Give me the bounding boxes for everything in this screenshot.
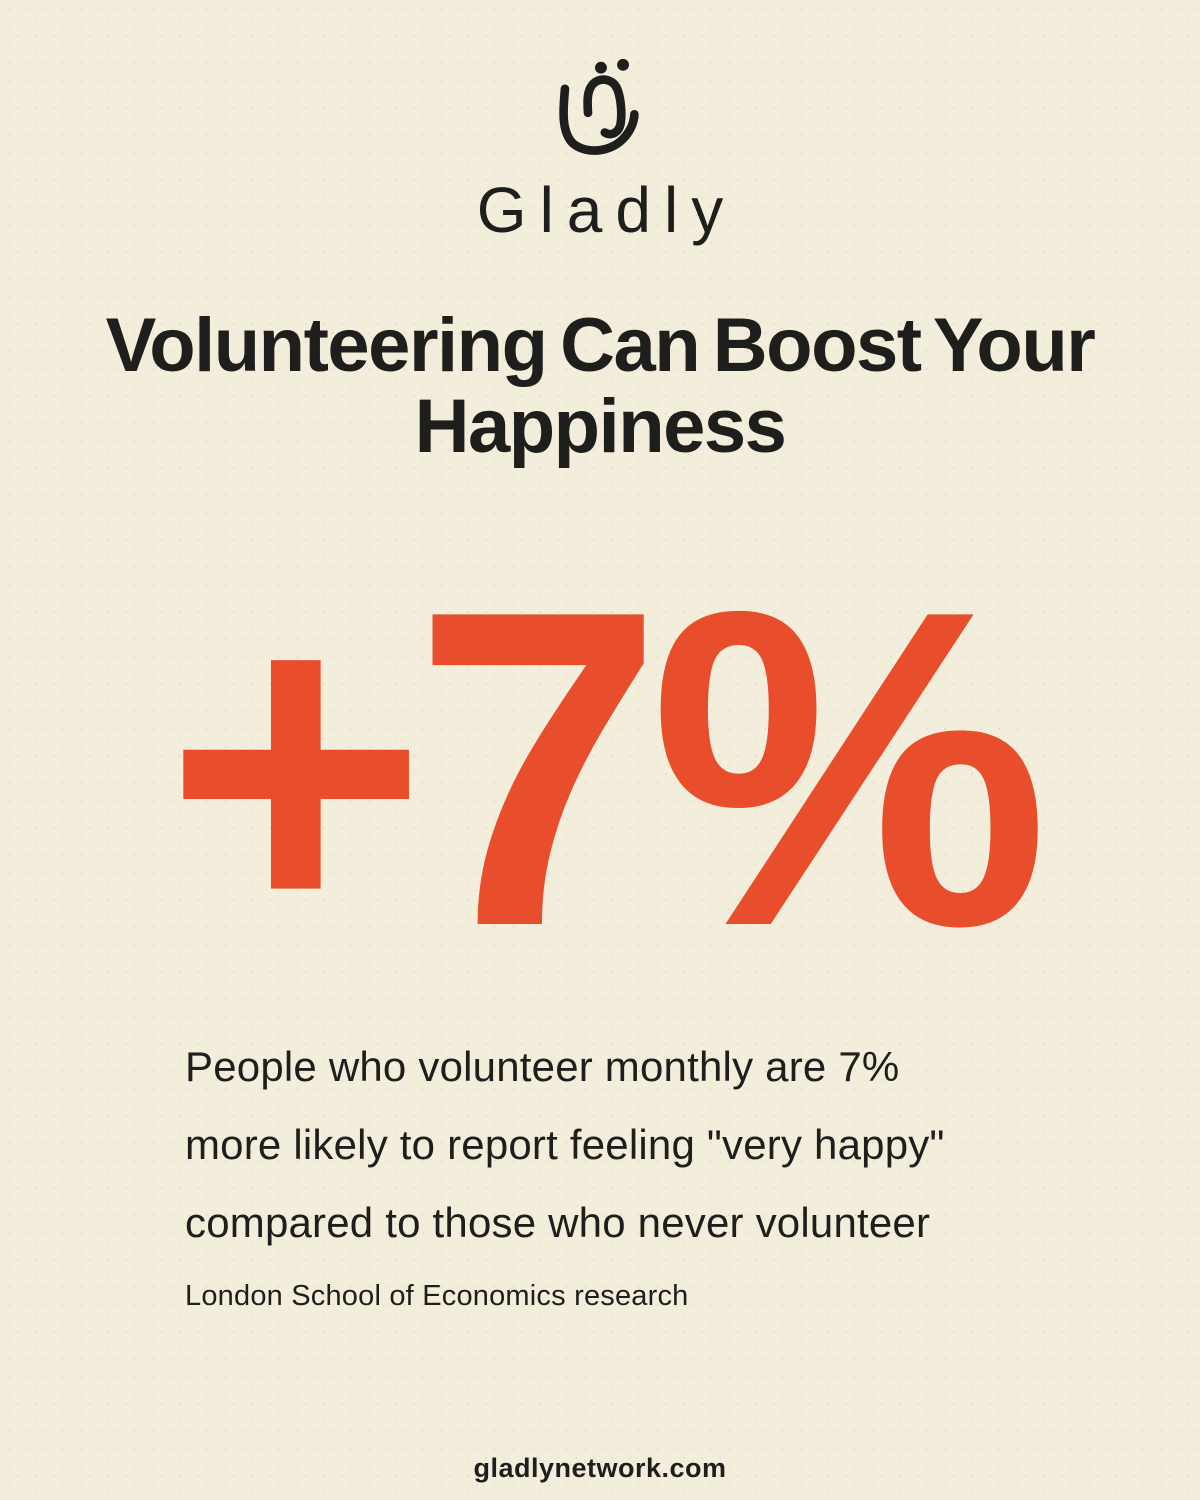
body-paragraph: People who volunteer monthly are 7% more likely to report feeling "very happy" compared to those who never volunteer bbox=[185, 1043, 945, 1247]
headline-line-2: Happiness bbox=[414, 383, 786, 469]
brand-header bbox=[0, 0, 1200, 246]
source-citation: London School of Economics research bbox=[185, 1280, 689, 1313]
stat-value: +7% bbox=[164, 518, 1036, 1021]
page-title bbox=[30, 303, 1170, 469]
gladly-smile-monogram-icon bbox=[552, 56, 648, 162]
headline-line-1: Volunteering Can Boost Your bbox=[105, 303, 1095, 388]
brand-wordmark: Gladly bbox=[476, 174, 737, 246]
footer-website: gladlynetwork.com bbox=[473, 1453, 727, 1483]
